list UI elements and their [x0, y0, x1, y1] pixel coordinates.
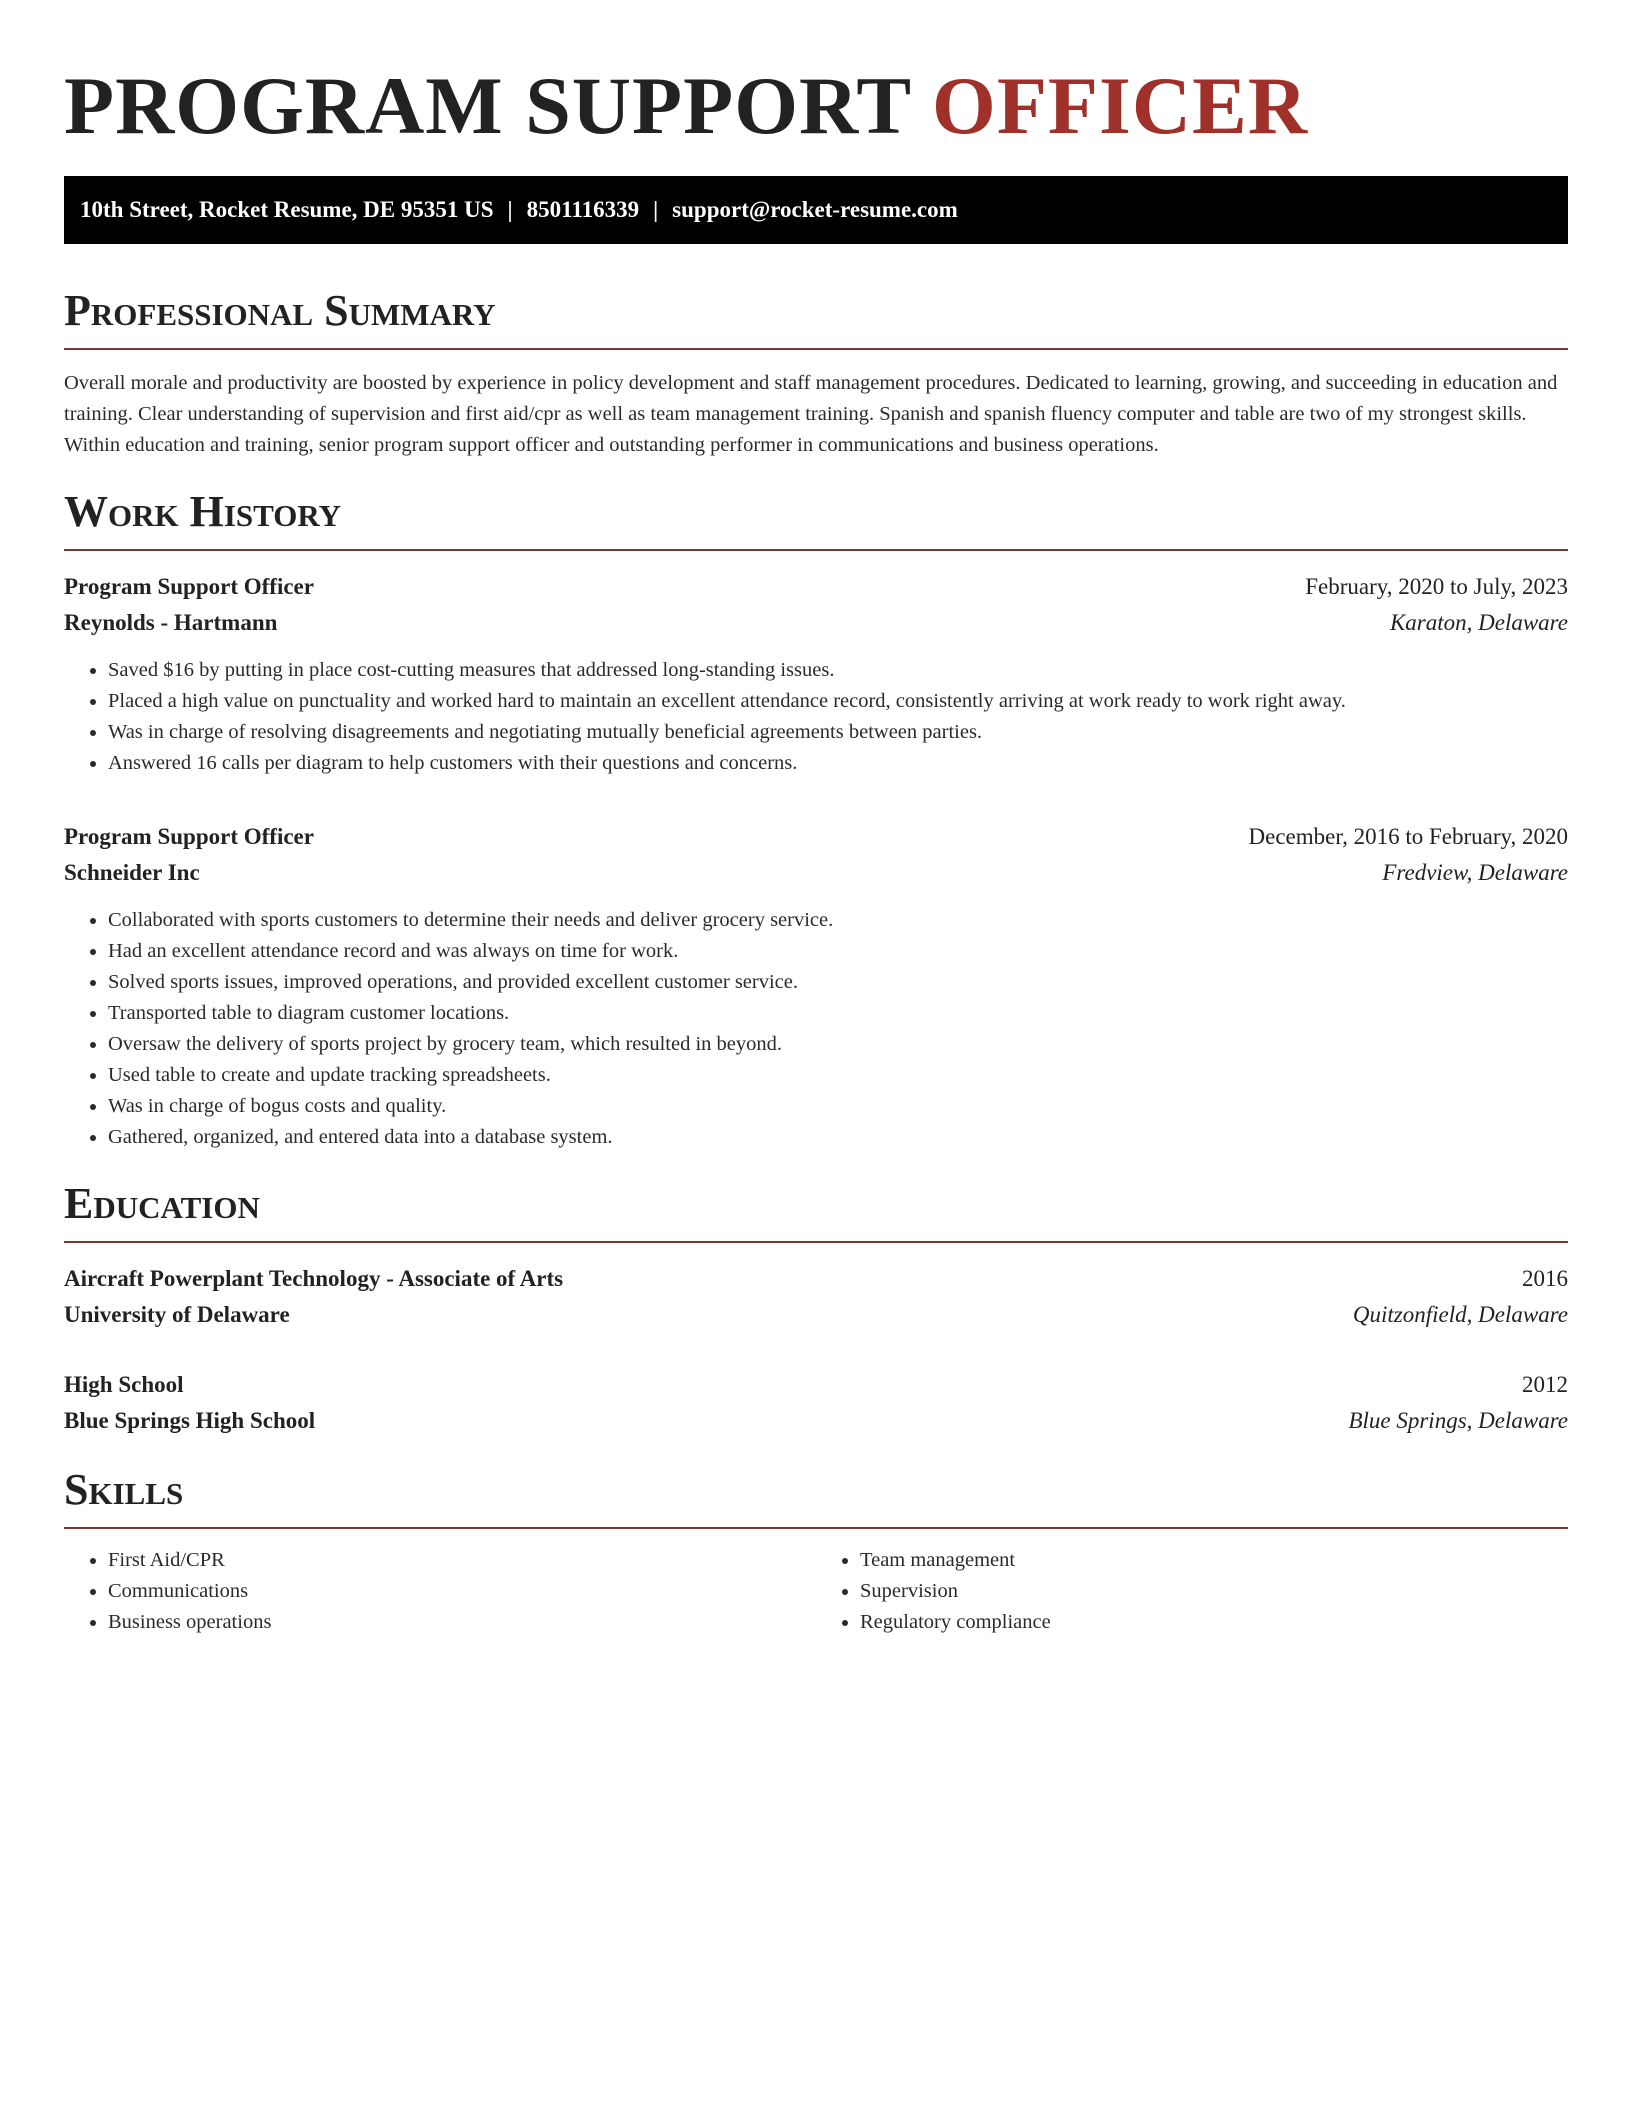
name-last: OFFICER	[932, 60, 1309, 151]
education-year: 2012	[1522, 1372, 1568, 1397]
job-entry	[64, 819, 1568, 1153]
skill-item: • Business operations	[108, 1607, 816, 1638]
education-entry	[64, 1261, 1568, 1333]
contact-separator: |	[507, 197, 513, 222]
list-item: • Transported table to diagram customer locations.	[108, 998, 1568, 1029]
contact-address: 10th Street, Rocket Resume, DE 95351 US	[80, 197, 494, 222]
skill-item: • Communications	[108, 1576, 816, 1607]
education-year: 2016	[1522, 1266, 1568, 1291]
job-bullets	[64, 655, 1568, 779]
section-divider	[64, 348, 1568, 350]
education-school-row	[64, 1403, 1568, 1439]
list-item: • Was in charge of bogus costs and quality.	[108, 1091, 1568, 1122]
contact-email: support@rocket-resume.com	[672, 197, 958, 222]
list-item: • Gathered, organized, and entered data into a database system.	[108, 1122, 1568, 1153]
section-divider	[64, 1527, 1568, 1529]
resume-name	[64, 60, 1568, 152]
skills-column-left	[64, 1545, 816, 1638]
job-title: Program Support Officer	[64, 574, 314, 599]
education-entry	[64, 1367, 1568, 1439]
education-header-row	[64, 1367, 1568, 1403]
education-location: Blue Springs, Delaware	[1348, 1408, 1568, 1433]
education-school-row	[64, 1297, 1568, 1333]
job-header-row	[64, 819, 1568, 855]
list-item: • Saved $16 by putting in place cost-cutting measures that addressed long-standing issues.	[108, 655, 1568, 686]
job-entry	[64, 569, 1568, 779]
job-location: Karaton, Delaware	[1389, 610, 1568, 635]
section-divider	[64, 549, 1568, 551]
education-degree: Aircraft Powerplant Technology - Associate of Arts	[64, 1266, 564, 1291]
name-first: PROGRAM SUPPORT	[64, 60, 911, 151]
summary-text: Overall morale and productivity are boosted by experience in policy development and staff management procedures. Dedicated to learning, growing, and succeeding in education and training. Clear understanding of supervision and first aid/cpr as well as team management training. Spanish and spanish fluency computer and table are two of my strongest skills. Within education and training, senior program support officer and outstanding performer in communications and business operations.	[64, 372, 1558, 456]
contact-phone: 8501116339	[526, 197, 640, 222]
skills-grid	[64, 1545, 1568, 1638]
summary-heading: Professional Summary	[64, 286, 496, 335]
job-bullets	[64, 905, 1568, 1153]
list-item: • Had an excellent attendance record and was always on time for work.	[108, 936, 1568, 967]
education-header-row	[64, 1261, 1568, 1297]
skill-item: • Supervision	[860, 1576, 1568, 1607]
job-location: Fredview, Delaware	[1382, 860, 1568, 885]
skill-item: • Regulatory compliance	[860, 1607, 1568, 1638]
skills-column-right	[816, 1545, 1568, 1638]
contact-bar	[64, 176, 1568, 244]
job-header-row	[64, 569, 1568, 605]
list-item: • Answered 16 calls per diagram to help customers with their questions and concerns.	[108, 748, 1568, 779]
skills-heading: Skills	[64, 1465, 184, 1514]
job-title: Program Support Officer	[64, 824, 314, 849]
education-school: Blue Springs High School	[64, 1408, 316, 1433]
education-heading: Education	[64, 1179, 260, 1228]
list-item: • Was in charge of resolving disagreements and negotiating mutually beneficial agreements between parties.	[108, 717, 1568, 748]
list-item: • Used table to create and update tracking spreadsheets.	[108, 1060, 1568, 1091]
job-dates: December, 2016 to February, 2020	[1248, 824, 1568, 849]
work-history-heading: Work History	[64, 487, 342, 536]
contact-separator: |	[653, 197, 659, 222]
job-company: Reynolds - Hartmann	[64, 610, 278, 635]
job-company: Schneider Inc	[64, 860, 200, 885]
list-item: • Collaborated with sports customers to determine their needs and deliver grocery service.	[108, 905, 1568, 936]
education-school: University of Delaware	[64, 1302, 290, 1327]
education-degree: High School	[64, 1372, 184, 1397]
education-location: Quitzonfield, Delaware	[1352, 1302, 1568, 1327]
job-company-row	[64, 855, 1568, 891]
list-item: • Solved sports issues, improved operations, and provided excellent customer service.	[108, 967, 1568, 998]
section-divider	[64, 1241, 1568, 1243]
job-dates: February, 2020 to July, 2023	[1305, 574, 1568, 599]
skill-item: • First Aid/CPR	[108, 1545, 816, 1576]
skill-item: • Team management	[860, 1545, 1568, 1576]
list-item: • Oversaw the delivery of sports project by grocery team, which resulted in beyond.	[108, 1029, 1568, 1060]
list-item: • Placed a high value on punctuality and worked hard to maintain an excellent attendance record, consistently arriving at work ready to work right away.	[108, 686, 1568, 717]
job-company-row	[64, 605, 1568, 641]
